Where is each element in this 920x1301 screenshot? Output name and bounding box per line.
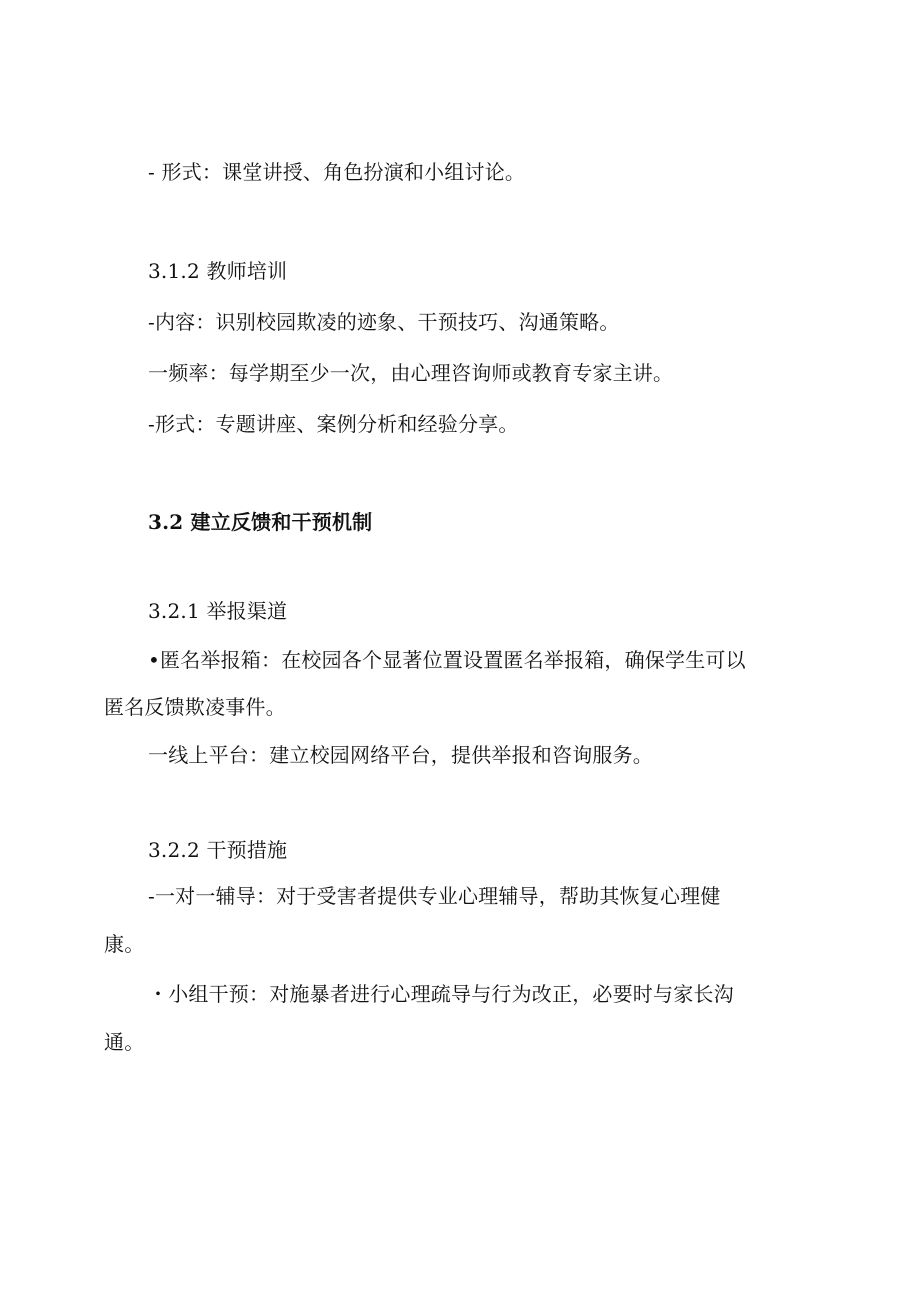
frequency-line: 一频率：每学期至少一次，由心理咨询师或教育专家主讲。 [148,361,674,385]
content-line: -内容：识别校园欺凌的迹象、干预技巧、沟通策略。 [148,310,620,334]
anonymous-box-line-1: •匿名举报箱：在校园各个显著位置设置匿名举报箱，确保学生可以 [148,648,746,672]
one-on-one-line-2: 康。 [104,932,145,956]
section-heading-3-2-2: 3.2.2 干预措施 [148,838,288,862]
group-intervention-line-1: ・小组干预：对施暴者进行心理疏导与行为改正，必要时与家长沟 [148,982,734,1006]
form-line: - 形式：课堂讲授、角色扮演和小组讨论。 [148,160,526,184]
group-intervention-line-2: 通。 [104,1030,145,1054]
one-on-one-line-1: -一对一辅导：对于受害者提供专业心理辅导，帮助其恢复心理健 [148,884,721,908]
form-line-3-1-2: -形式：专题讲座、案例分析和经验分享。 [148,412,519,436]
section-heading-3-1-2: 3.1.2 教师培训 [148,259,288,283]
section-heading-3-2-1: 3.2.1 举报渠道 [148,599,288,623]
anonymous-box-line-2: 匿名反馈欺凌事件。 [104,695,286,719]
online-platform-line: 一线上平台：建立校园网络平台，提供举报和咨询服务。 [148,743,653,767]
section-heading-3-2: 3.2 建立反馈和干预机制 [148,510,373,534]
